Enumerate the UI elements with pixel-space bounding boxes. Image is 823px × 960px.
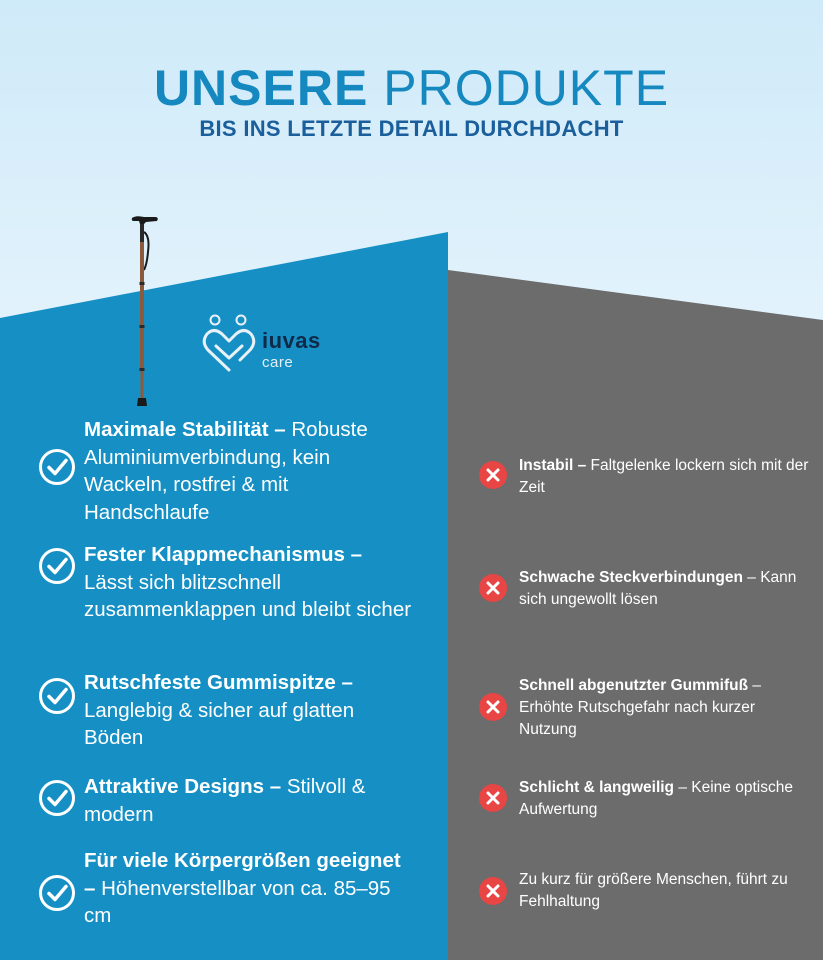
check-circle-icon [38,874,76,912]
pro-text [84,847,414,930]
con-head: Schwache Steckverbindungen [519,569,743,586]
check-circle-icon [38,547,76,585]
page-subtitle: BIS INS LETZTE DETAIL DURCHDACHT [199,116,624,141]
pro-head: Rutschfeste Gummispitze – [84,671,353,694]
pro-body: Lässt sich blitzschnell zusammenklappen und bleibt sicher [84,570,412,621]
cane-product-image [126,212,166,412]
pro-body: Höhenverstellbar von ca. 85–95 cm [84,876,391,927]
pro-body: Stilvoll & modern [84,775,366,826]
brand-logo [200,314,350,380]
pro-text [84,669,414,752]
pro-head: Maximale Stabilität – [84,418,286,441]
pro-head: Für viele Körpergrößen geeignet – [84,849,401,900]
gray-panel [448,270,823,960]
con-text [519,869,809,913]
heart-hands-icon [200,314,258,378]
con-text [519,567,809,611]
pro-body: Langlebig & sicher auf glatten Böden [84,698,355,749]
con-text [519,777,809,821]
con-text [519,675,809,741]
title-bold: UNSERE [153,60,369,116]
con-body: – Keine optische Aufwertung [519,779,793,818]
con-head: Instabil – [519,457,587,474]
pro-text [84,416,414,526]
check-circle-icon [38,779,76,817]
pro-head: Fester Klappmechanismus – [84,543,362,566]
con-body: Faltgelenke lockern sich mit der Zeit [519,457,809,496]
x-circle-icon [478,876,508,906]
x-circle-icon [478,573,508,603]
pro-text [84,541,414,624]
check-circle-icon [38,677,76,715]
title-light: PRODUKTE [383,60,670,116]
con-head: Schlicht & langweilig [519,779,675,796]
con-body: – Erhöhte Rutschgefahr nach kurzer Nutzung [519,677,762,738]
con-body: Zu kurz für größere Menschen, führt zu Fehlhaltung [519,871,788,910]
pro-body: Robuste Aluminiumverbindung, kein Wackeln, rostfrei & mit Handschlaufe [84,418,368,524]
brand-name: iuvas [262,328,321,353]
check-circle-icon [38,448,76,486]
con-head: Schnell abgenutzter Gummifuß [519,677,749,694]
x-circle-icon [478,783,508,813]
x-circle-icon [478,692,508,722]
con-text [519,455,809,499]
x-circle-icon [478,460,508,490]
con-body: – Kann sich ungewollt lösen [519,569,797,608]
page-title [0,58,823,118]
brand-sub: care [262,354,294,371]
pro-head: Attraktive Designs – [84,775,282,798]
pro-text [84,773,414,828]
